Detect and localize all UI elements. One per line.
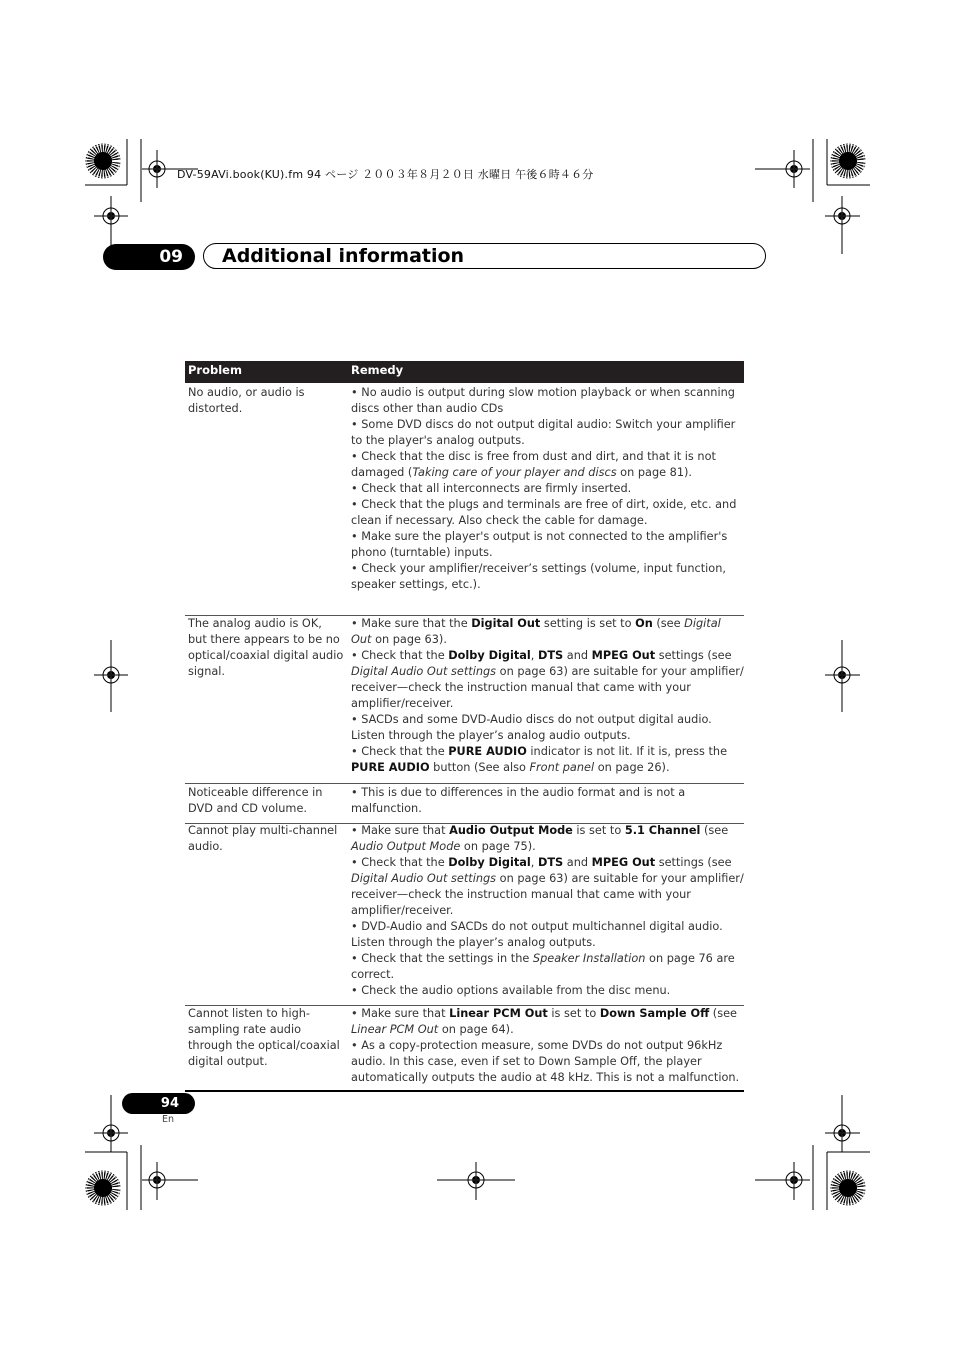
remedy-item	[351, 616, 744, 648]
remedy-text: • Make sure that	[351, 824, 450, 837]
remedy-text: • Check that the disc is free from dust and dirt, and that it is not damaged (	[351, 450, 716, 479]
remedy-text: on page 26).	[594, 761, 670, 774]
remedy-text: on page 63) are suitable for your amplifier/ receiver—check the instruction manual that came with your amplifier/receiver.	[351, 665, 744, 710]
table-row	[185, 823, 744, 999]
remedy-text: on page 64).	[438, 1023, 514, 1036]
remedy-item	[351, 648, 744, 712]
remedy-item	[351, 497, 744, 529]
remedy-text: on page 76 are correct.	[351, 952, 735, 981]
remedy-item	[351, 855, 744, 919]
remedy-item	[351, 823, 744, 855]
table-row	[185, 616, 744, 776]
star-target-icon	[86, 1171, 120, 1205]
remedy-text: Audio Output Mode	[351, 840, 461, 853]
remedy-text: ,	[530, 856, 538, 869]
remedy-text: • Check that all interconnects are firmly inserted.	[351, 482, 632, 495]
remedy-text: indicator is not lit. If it is, press the	[526, 745, 728, 758]
remedy-text: on page 75).	[460, 840, 536, 853]
table-row	[185, 385, 744, 593]
remedy-text: Digital Audio Out settings	[351, 665, 497, 678]
remedy-item	[351, 951, 744, 983]
star-target-icon	[831, 144, 865, 178]
remedy-text: • SACDs and some DVD-Audio discs do not output digital audio. Listen through the player’s analog audio outputs.	[351, 713, 712, 742]
remedy-text: (see	[652, 617, 685, 630]
remedy-text: DTS	[537, 856, 564, 869]
problem-cell: Cannot play multi-channel audio.	[188, 824, 338, 853]
remedy-text: • Check that the	[351, 856, 449, 869]
remedy-text: • Check that the	[351, 649, 449, 662]
remedy-text: setting is set to	[540, 617, 636, 630]
remedy-text: • Make sure that	[351, 1007, 450, 1020]
table-row	[185, 785, 744, 817]
remedy-text: Speaker Installation	[532, 952, 646, 965]
remedy-item	[351, 712, 744, 744]
remedy-text: • Check that the settings in the	[351, 952, 533, 965]
row-divider	[185, 783, 744, 784]
remedy-item	[351, 919, 744, 951]
remedy-text: Digital Out	[351, 617, 721, 646]
remedy-text: Dolby Digital	[448, 856, 531, 869]
remedy-column-header: Remedy	[351, 363, 404, 377]
print-header: DV-59AVi.book(KU).fm 94 ページ ２００３年８月２０日 水曜日 午後６時４６分	[177, 168, 594, 181]
remedy-text: • Check that the	[351, 745, 449, 758]
remedy-item	[351, 561, 744, 593]
remedy-text: (see	[700, 824, 729, 837]
remedy-item	[351, 449, 744, 481]
remedy-text: • Make sure that the	[351, 617, 472, 630]
remedy-cell	[348, 616, 744, 776]
remedy-text: MPEG Out	[591, 649, 656, 662]
star-target-icon	[831, 1171, 865, 1205]
remedy-text: PURE AUDIO	[448, 745, 527, 758]
remedy-item	[351, 785, 744, 817]
remedy-item	[351, 1038, 744, 1086]
remedy-text: • As a copy-protection measure, some DVDs do not output 96kHz audio. In this case, even if set to Down Sample Off, the player automatically outputs the audio at 48 kHz. This is not a malfunction.	[351, 1039, 740, 1084]
remedy-cell	[348, 1006, 744, 1086]
remedy-cell	[348, 785, 744, 817]
remedy-text: Front panel	[529, 761, 595, 774]
remedy-text: Down Sample Off	[599, 1007, 710, 1020]
remedy-item	[351, 744, 744, 776]
remedy-cell	[348, 823, 744, 999]
table-row	[185, 1006, 744, 1086]
table-bottom-rule	[185, 1090, 744, 1092]
remedy-text: Dolby Digital	[448, 649, 531, 662]
problem-cell: Cannot listen to high-sampling rate audio through the optical/coaxial digital output.	[188, 1007, 340, 1068]
problem-column-header: Problem	[188, 363, 242, 377]
remedy-text: • Check the audio options available from the disc menu.	[351, 984, 671, 997]
remedy-text: Digital Out	[471, 617, 541, 630]
remedy-text: • Make sure the player's output is not connected to the amplifier's phono (turntable) inputs.	[351, 530, 728, 559]
remedy-text: settings (see	[655, 649, 732, 662]
remedy-text: Taking care of your player and discs	[412, 466, 617, 479]
problem-cell: No audio, or audio is distorted.	[188, 386, 305, 415]
problem-cell: The analog audio is OK, but there appears to be no optical/coaxial digital audio signal.	[188, 617, 344, 678]
remedy-text: Linear PCM Out	[449, 1007, 548, 1020]
remedy-text: on page 81).	[616, 466, 693, 479]
problem-cell: Noticeable difference in DVD and CD volume.	[188, 786, 323, 815]
remedy-text: and	[563, 649, 592, 662]
remedy-item	[351, 1006, 744, 1038]
remedy-item	[351, 983, 744, 999]
chapter-title-box	[203, 243, 766, 269]
remedy-item	[351, 417, 744, 449]
remedy-text: 5.1 Channel	[624, 824, 701, 837]
table-header	[185, 361, 744, 383]
remedy-text: • Some DVD discs do not output digital audio: Switch your amplifier to the player's analog outputs.	[351, 418, 736, 447]
chapter-title: Additional information	[222, 245, 465, 267]
remedy-text: • DVD-Audio and SACDs do not output multichannel digital audio. Listen through the player’s analog outputs.	[351, 920, 723, 949]
remedy-text: is set to	[547, 1007, 600, 1020]
remedy-text: (see	[709, 1007, 738, 1020]
star-target-icon	[86, 144, 120, 178]
remedy-text: • Check that the plugs and terminals are free of dirt, oxide, etc. and clean if necessary. Also check the cable for damage.	[351, 498, 737, 527]
chapter-number: 09	[103, 244, 195, 270]
page-language: En	[162, 1114, 175, 1125]
remedy-text: MPEG Out	[591, 856, 656, 869]
remedy-item	[351, 385, 744, 417]
page-number: 94	[122, 1093, 195, 1114]
remedy-text: Audio Output Mode	[449, 824, 573, 837]
remedy-text: on page 63).	[371, 633, 447, 646]
troubleshooting-table	[185, 361, 744, 1084]
remedy-text: button (See also	[429, 761, 530, 774]
remedy-text: • No audio is output during slow motion playback or when scanning discs other than audio CDs	[351, 386, 735, 415]
remedy-text: DTS	[537, 649, 564, 662]
remedy-text: ,	[530, 649, 538, 662]
remedy-text: Digital Audio Out settings	[351, 872, 497, 885]
remedy-item	[351, 529, 744, 561]
remedy-text: • This is due to differences in the audio format and is not a malfunction.	[351, 786, 686, 815]
remedy-text: Linear PCM Out	[351, 1023, 439, 1036]
remedy-text: • Check your amplifier/receiver’s settings (volume, input function, speaker settings, etc.).	[351, 562, 726, 591]
remedy-text: is set to	[572, 824, 625, 837]
remedy-text: and	[563, 856, 592, 869]
remedy-text: on page 63) are suitable for your amplifier/ receiver—check the instruction manual that came with your amplifier/receiver.	[351, 872, 744, 917]
remedy-cell	[348, 385, 744, 593]
remedy-text: On	[635, 617, 653, 630]
remedy-text: settings (see	[655, 856, 732, 869]
remedy-text: PURE AUDIO	[351, 761, 430, 774]
remedy-item	[351, 481, 744, 497]
